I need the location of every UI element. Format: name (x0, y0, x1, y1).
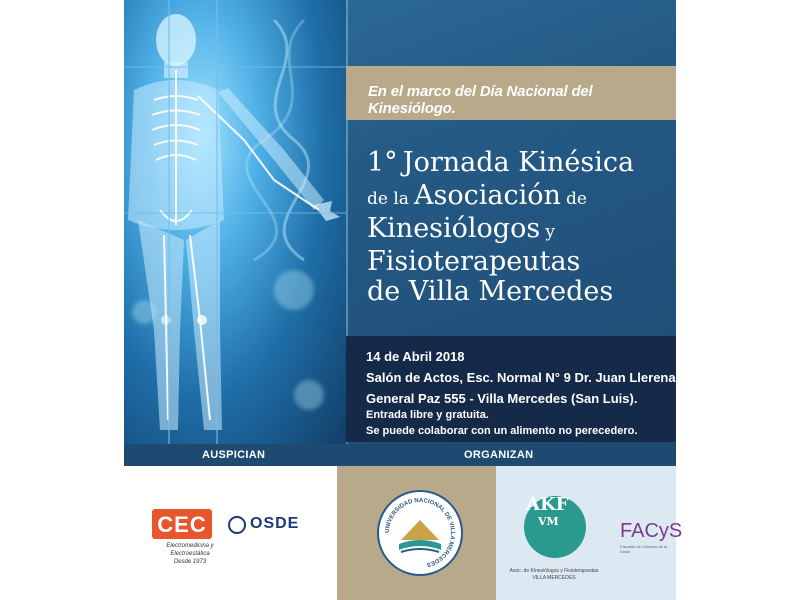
title-word: Asociación (414, 180, 561, 211)
akf-logo (526, 494, 568, 528)
event-title (367, 148, 667, 307)
title-line-1 (367, 148, 667, 181)
event-date: 14 de Abril 2018 (366, 349, 465, 364)
title-jornada: Jornada Kinésica (402, 147, 635, 178)
organizers-panel (496, 466, 683, 600)
tagline-band (346, 66, 676, 120)
event-donation: Se puede colaborar con un alimento no perecedero. (366, 425, 638, 437)
university-seal-art (379, 492, 461, 574)
title-word: y (545, 222, 555, 242)
sponsors-panel (124, 466, 337, 600)
event-poster (124, 0, 683, 600)
cec-logo-text: CEC (157, 512, 207, 537)
light-orb (294, 380, 324, 410)
sponsors-label: AUSPICIAN (202, 449, 266, 461)
light-orb (132, 300, 156, 324)
university-panel (337, 466, 496, 600)
akf-caption (504, 568, 604, 582)
university-seal-text: UNIVERSIDAD NACIONAL DE VILLA MERCEDES (384, 497, 456, 568)
cec-caption-line: Electromedicina y Electroestática (166, 543, 214, 557)
title-line-4: Fisioterapeutas (367, 246, 581, 277)
osde-logo: OSDE (250, 515, 300, 532)
title-word: de la (367, 189, 409, 209)
facys-logo: FACyS (620, 520, 683, 542)
organizers-label: ORGANIZAN (464, 449, 534, 461)
facys-caption: Facultad de Ciencias de la Salud (620, 544, 668, 554)
title-line-3 (367, 214, 667, 247)
title-word: de (565, 189, 587, 209)
akf-vm-text: VM (538, 515, 559, 528)
event-venue: Salón de Actos, Esc. Normal N° 9 Dr. Juan Llerena. (366, 370, 680, 385)
event-address: General Paz 555 - Villa Mercedes (San Luis). (366, 391, 638, 406)
osde-globe-icon (228, 516, 246, 534)
event-info-band (346, 336, 680, 442)
labels-strip (124, 444, 676, 466)
university-seal (377, 490, 463, 576)
cec-logo (152, 509, 212, 539)
tagline-text: En el marco del Día Nacional del Kinesiólogo. (368, 83, 593, 117)
cec-caption (148, 542, 232, 566)
light-orb (274, 270, 314, 310)
title-word: Kinesiólogos (367, 213, 541, 244)
akf-caption-line: Asoc. de Kinesiólogos y Fisioterapeutas (509, 568, 599, 574)
title-line-5: de Villa Mercedes (367, 276, 614, 307)
grid-line (124, 212, 346, 214)
grid-line (124, 66, 346, 68)
cec-caption-line: Desde 1973 (173, 559, 207, 565)
title-line-2 (367, 181, 667, 214)
akf-logo-text: AKF (526, 494, 569, 515)
event-entry: Entrada libre y gratuita. (366, 409, 489, 421)
title-ordinal: 1° (367, 147, 398, 178)
akf-caption-line: VILLA MERCEDES (532, 575, 576, 581)
